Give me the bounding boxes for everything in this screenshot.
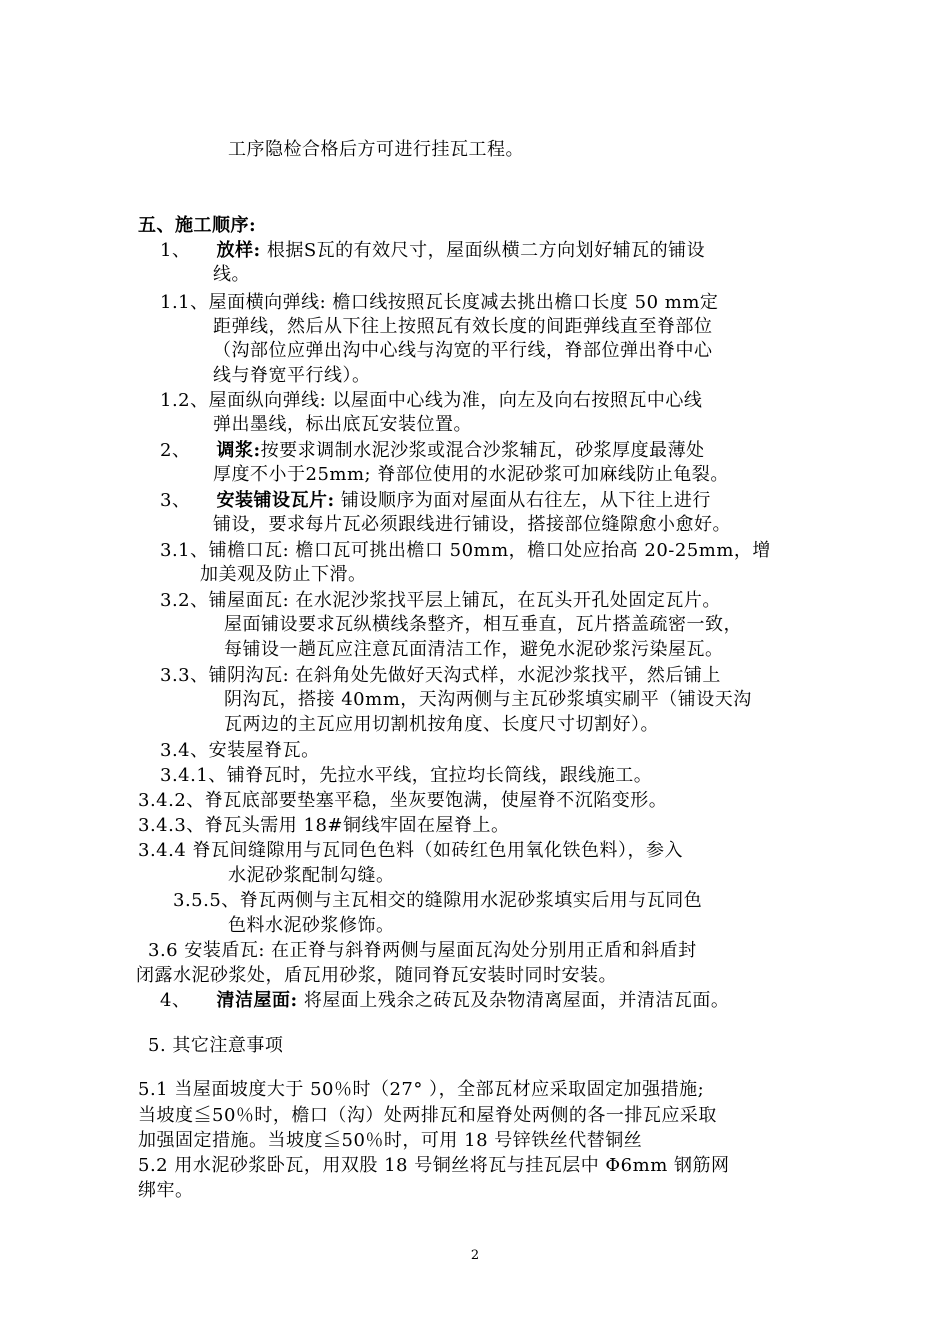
- text-line: 3.3、铺阴沟瓦: 在斜角处先做好天沟式样，水泥沙浆找平，然后铺上: [160, 665, 721, 686]
- text-line: 水泥砂浆配制勾缝。: [228, 865, 395, 886]
- text-line: 加美观及防止下滑。: [200, 564, 367, 585]
- step-text: 将屋面上残余之砖瓦及杂物清离屋面，并清洁瓦面。: [303, 990, 730, 1011]
- text-line: 3.4、安装屋脊瓦。: [160, 740, 320, 761]
- text-line: 线与脊宽平行线）。: [213, 365, 371, 386]
- step-number: 4、: [160, 990, 191, 1011]
- text-line: 阴沟瓦，搭接 40mm，天沟两侧与主瓦砂浆填实刷平（铺设天沟: [224, 689, 752, 710]
- text-line: 3.4.2、脊瓦底部要垫塞平稳，坐灰要饱满，使屋脊不沉陷变形。: [138, 790, 668, 811]
- step-text: 根据S瓦的有效尺寸，屋面纵横二方向划好辅瓦的铺设: [266, 240, 706, 261]
- text-line: 3.1、铺檐口瓦: 檐口瓦可挑出檐口 50mm，檐口处应抬高 20-25mm，增: [160, 540, 771, 561]
- step-text: 按要求调制水泥沙浆或混合沙浆辅瓦，砂浆厚度最薄处: [260, 440, 705, 461]
- text-line: 5.2 用水泥砂浆卧瓦，用双股 18 号铜丝将瓦与挂瓦层中 Φ6mm 钢筋网: [138, 1155, 730, 1176]
- step-number: 2、: [160, 440, 191, 461]
- text-line: 3.6 安装盾瓦: 在正脊与斜脊两侧与屋面瓦沟处分别用正盾和斜盾封: [148, 940, 697, 961]
- text-line: （沟部位应弹出沟中心线与沟宽的平行线，脊部位弹出脊中心: [213, 340, 713, 361]
- step-title: 调浆:: [216, 440, 261, 461]
- text-line: 每铺设一趟瓦应注意瓦面清洁工作，避免水泥砂浆污染屋瓦。: [224, 639, 724, 660]
- text-line: 1.1、屋面横向弹线: 檐口线按照瓦长度减去挑出檐口长度 50 mm定: [160, 292, 719, 313]
- text-line: 弹出墨线，标出底瓦安装位置。: [213, 414, 472, 435]
- text-line: 绑牢。: [138, 1180, 194, 1201]
- text-line: 3.5.5、脊瓦两侧与主瓦相交的缝隙用水泥砂浆填实后用与瓦同色: [173, 890, 703, 911]
- text-line: 1.2、屋面纵向弹线: 以屋面中心线为准，向左及向右按照瓦中心线: [160, 390, 703, 411]
- text-line: 厚度不小于25mm; 脊部位使用的水泥砂浆可加麻线防止龟裂。: [213, 464, 729, 485]
- text-line: 5.1 当屋面坡度大于 50％时（27° ），全部瓦材应采取固定加强措施;: [138, 1079, 705, 1100]
- text-line: 当坡度≦50％时，檐口（沟）处两排瓦和屋脊处两侧的各一排瓦应采取: [138, 1105, 717, 1126]
- text-line: 距弹线，然后从下往上按照瓦有效长度的间距弹线直至脊部位: [213, 316, 713, 337]
- step-number: 3、: [160, 490, 191, 511]
- section-heading: 5. 其它注意事项: [148, 1035, 284, 1056]
- text-line: 3.2、铺屋面瓦: 在水泥沙浆找平层上铺瓦，在瓦头开孔处固定瓦片。: [160, 590, 721, 611]
- text-line: 线。: [213, 264, 250, 285]
- text-line: 屋面铺设要求瓦纵横线条整齐，相互垂直，瓦片搭盖疏密一致，: [224, 614, 742, 635]
- step-title: 清洁屋面:: [216, 990, 298, 1011]
- step-2: [160, 439, 705, 463]
- step-title: 安装铺设瓦片:: [216, 490, 335, 511]
- page-number: 2: [470, 1248, 480, 1263]
- text-line: 铺设，要求每片瓦必须跟线进行铺设，搭接部位缝隙愈小愈好。: [213, 514, 731, 535]
- text-line: 闭露水泥砂浆处，盾瓦用砂浆，随同脊瓦安装时同时安装。: [136, 965, 617, 986]
- text-line: 色料水泥砂浆修饰。: [228, 915, 395, 936]
- step-4: [160, 989, 729, 1013]
- step-number: 1、: [160, 240, 191, 261]
- section-heading: 五、施工顺序:: [138, 215, 257, 236]
- text-line: 3.4.1、铺脊瓦时，先拉水平线，宜拉均长筒线，跟线施工。: [160, 765, 653, 786]
- text-line: 瓦两边的主瓦应用切割机按角度、长度尺寸切割好）。: [224, 714, 659, 735]
- text-line: 加强固定措施。当坡度≦50％时，可用 18 号锌铁丝代替铜丝: [138, 1130, 643, 1151]
- step-3: [160, 489, 711, 513]
- text-line: 3.4.3、脊瓦头需用 18#铜线牢固在屋脊上。: [138, 815, 510, 836]
- step-1: [160, 239, 705, 263]
- step-text: 铺设顺序为面对屋面从右往左，从下往上进行: [340, 490, 711, 511]
- step-title: 放样:: [216, 240, 261, 261]
- text-line: 3.4.4 脊瓦间缝隙用与瓦同色色料（如砖红色用氧化铁色料），参入: [138, 840, 684, 861]
- text-line: 工序隐检合格后方可进行挂瓦工程。: [228, 139, 524, 160]
